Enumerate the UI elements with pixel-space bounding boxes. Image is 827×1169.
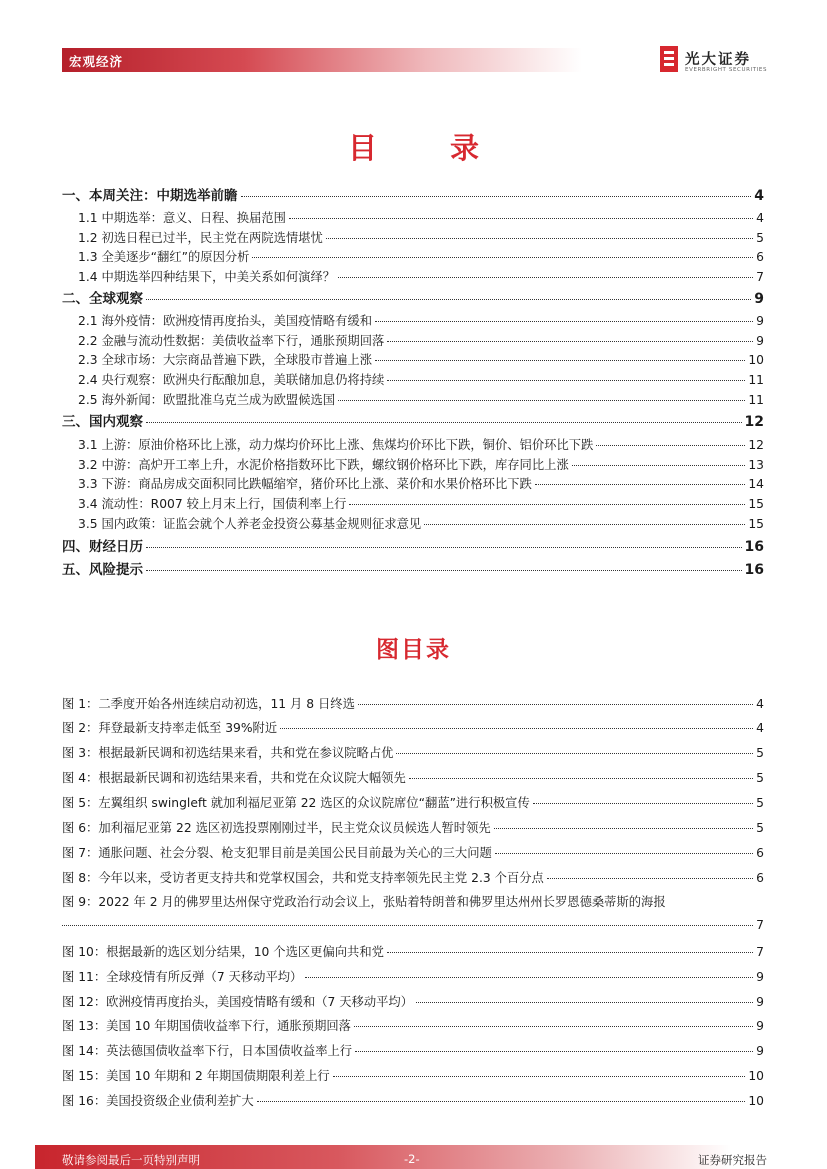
- toc-section-page: 15: [748, 497, 764, 511]
- dot-leader: [146, 422, 742, 423]
- brand-logo: [660, 44, 770, 78]
- dot-leader: [495, 853, 753, 854]
- toc-section-page: 14: [748, 477, 764, 491]
- toc-section-text: 2.4 央行观察：欧洲央行酝酿加息，美联储加息仍将持续: [78, 373, 385, 387]
- dot-leader: [387, 380, 745, 381]
- toc-section-text: 3.1 上游：原油价格环比上涨，动力煤均价环比上涨、焦煤均价环比下跌，铜价、铝价环比下跌: [78, 438, 594, 452]
- figure-entry-page: 9: [756, 1019, 764, 1033]
- dot-leader: [416, 1002, 753, 1003]
- toc-chapter-text: 五、风险提示: [62, 562, 143, 578]
- figure-entry-page: 5: [756, 746, 764, 760]
- figure-entry-page: 7: [756, 945, 764, 959]
- dot-leader: [146, 547, 742, 548]
- figure-entry-page: 9: [756, 970, 764, 984]
- brand-en: EVERBRIGHT SECURITIES: [685, 67, 768, 73]
- toc-section[interactable]: [78, 208, 764, 226]
- figure-entry-page: 4: [756, 721, 764, 735]
- dot-leader: [305, 977, 753, 978]
- toc-chapter[interactable]: [62, 535, 764, 555]
- figure-entry-text: 图 10：根据最新的选区划分结果，10 个选区更偏向共和党: [62, 945, 384, 959]
- toc-chapter-text: 二、全球观察: [62, 291, 143, 307]
- toc-section[interactable]: [78, 455, 764, 473]
- toc-chapter[interactable]: [62, 558, 764, 578]
- figure-entry-text: 图 12：欧洲疫情再度抬头，美国疫情略有缓和（7 天移动平均）: [62, 995, 414, 1009]
- figure-entry-page: 7: [756, 918, 764, 932]
- toc-chapter[interactable]: [62, 287, 764, 307]
- dot-leader: [375, 321, 753, 322]
- figure-list-title: 图目录: [376, 637, 451, 663]
- footer-disclaimer: 敬请参阅最后一页特别声明: [62, 1153, 200, 1167]
- toc-section-text: 1.3 全美逐步“翻红”的原因分析: [78, 250, 250, 264]
- toc-section-page: 10: [748, 353, 764, 367]
- dot-leader: [409, 778, 753, 779]
- dot-leader: [338, 400, 745, 401]
- toc-section-text: 2.1 海外疫情：欧洲疫情再度抬头，美国疫情略有缓和: [78, 314, 372, 328]
- figure-entry[interactable]: [62, 868, 764, 886]
- figure-entry-text: 图 4：根据最新民调和初选结果来看，共和党在众议院大幅领先: [62, 771, 406, 785]
- figure-entry-page: 5: [756, 771, 764, 785]
- dot-leader: [375, 360, 745, 361]
- toc-section-page: 5: [756, 231, 764, 245]
- figure-entry-text: 图 3：根据最新民调和初选结果来看，共和党在参议院略占优: [62, 746, 394, 760]
- dot-leader: [241, 196, 752, 197]
- toc-section-page: 9: [756, 334, 764, 348]
- dot-leader: [326, 238, 753, 239]
- page-number: -2-: [404, 1152, 420, 1166]
- toc-section-text: 3.5 国内政策：证监会就个人养老金投资公募基金规则征求意见: [78, 517, 422, 531]
- toc-chapter[interactable]: [62, 410, 764, 430]
- figure-entry[interactable]: [62, 718, 764, 736]
- toc-chapter-text: 三、国内观察: [62, 414, 143, 430]
- figure-entry[interactable]: [62, 793, 764, 811]
- figure-entry-page: 9: [756, 1044, 764, 1058]
- figure-entry[interactable]: [62, 1041, 764, 1059]
- toc-section-text: 3.4 流动性：R007 较上月末上行，国债利率上行: [78, 497, 347, 511]
- dot-leader: [252, 257, 753, 258]
- toc-section-page: 6: [756, 250, 764, 264]
- figure-entry-page: 9: [756, 995, 764, 1009]
- figure-entry[interactable]: [62, 942, 764, 960]
- toc-section-text: 2.3 全球市场：大宗商品普遍下跌，全球股市普遍上涨: [78, 353, 372, 367]
- dot-leader: [547, 878, 753, 879]
- toc-section[interactable]: [78, 494, 764, 512]
- toc-chapter-text: 一、本周关注：中期选举前瞻: [62, 188, 238, 204]
- toc-section[interactable]: [78, 370, 764, 388]
- figure-entry-text: 图 15：美国 10 年期和 2 年期国债期限利差上行: [62, 1069, 330, 1083]
- figure-entry-page: 4: [756, 697, 764, 711]
- figure-entry-text: 图 8：今年以来，受访者更支持共和党掌权国会，共和党支持率领先民主党 2.3 个百分点: [62, 871, 544, 885]
- figure-entry[interactable]: [62, 1016, 764, 1034]
- dot-leader: [387, 341, 753, 342]
- toc-section[interactable]: [78, 331, 764, 349]
- toc-section[interactable]: [78, 514, 764, 532]
- figure-entry-text: 图 11：全球疫情有所反弹（7 天移动平均）: [62, 970, 303, 984]
- toc-section-page: 15: [748, 517, 764, 531]
- toc-section-page: 4: [756, 211, 764, 225]
- brand-cn: 光大证券: [685, 52, 751, 68]
- toc-section-text: 3.2 中游：高炉开工率上升，水泥价格指数环比下跌，螺纹钢价格环比下跌，库存同比上涨: [78, 458, 569, 472]
- toc-section-page: 13: [748, 458, 764, 472]
- dot-leader: [494, 828, 753, 829]
- dot-leader: [387, 952, 753, 953]
- toc-chapter-page: 16: [744, 539, 764, 555]
- toc-chapter-page: 16: [744, 562, 764, 578]
- toc-section[interactable]: [78, 435, 764, 453]
- figure-entry-text[interactable]: 图 9：2022 年 2 月的佛罗里达州保守党政治行动会议上，张贴着特朗普和佛罗里达州州长罗恩德桑蒂斯的海报: [62, 895, 666, 909]
- figure-entry[interactable]: [62, 1091, 764, 1109]
- dot-leader: [333, 1076, 746, 1077]
- toc-section-text: 2.5 海外新闻：欧盟批准乌克兰成为欧盟候选国: [78, 393, 336, 407]
- dot-leader: [62, 925, 753, 926]
- figure-entry-text: 图 5：左翼组织 swingleft 就加利福尼亚第 22 选区的众议院席位“翻蓝”进行积极宣传: [62, 796, 530, 810]
- dot-leader: [354, 1026, 753, 1027]
- toc-section-text: 3.3 下游：商品房成交面积同比跌幅缩窄，猪价环比上涨、菜价和水果价格环比下跌: [78, 477, 532, 491]
- toc-chapter-page: 4: [754, 188, 764, 204]
- figure-entry-text: 图 1：二季度开始各州连续启动初选，11 月 8 日终选: [62, 697, 355, 711]
- toc-section[interactable]: [78, 350, 764, 368]
- toc-section[interactable]: [78, 474, 764, 492]
- figure-entry-page: 6: [756, 846, 764, 860]
- figure-entry-page: 5: [756, 796, 764, 810]
- toc-section-page: 7: [756, 270, 764, 284]
- dot-leader: [289, 218, 753, 219]
- dot-leader: [396, 753, 753, 754]
- toc-section[interactable]: [78, 228, 764, 246]
- figure-entry-text: 图 13：美国 10 年期国债收益率下行，通胀预期回落: [62, 1019, 351, 1033]
- section-label: 宏观经济: [69, 54, 124, 69]
- figure-entry-text: 图 16：美国投资级企业债利差扩大: [62, 1094, 254, 1108]
- dot-leader: [280, 728, 753, 729]
- toc-chapter-page: 9: [754, 291, 764, 307]
- figure-entry-text: 图 14：英法德国债收益率下行，日本国债收益率上行: [62, 1044, 353, 1058]
- figure-entry-text: 图 2：拜登最新支持率走低至 39%附近: [62, 721, 278, 735]
- figure-entry-page: 5: [756, 821, 764, 835]
- toc-chapter[interactable]: [62, 184, 764, 204]
- toc-section-text: 2.2 金融与流动性数据：美债收益率下行，通胀预期回落: [78, 334, 385, 348]
- toc-chapter-text: 四、财经日历: [62, 539, 143, 555]
- logo-mark-icon: [660, 46, 678, 72]
- toc-chapter-page: 12: [744, 414, 764, 430]
- figure-entry[interactable]: [62, 743, 764, 761]
- toc-section[interactable]: [78, 247, 764, 265]
- dot-leader: [533, 803, 753, 804]
- toc-section-page: 11: [748, 393, 764, 407]
- toc-section[interactable]: [78, 267, 764, 285]
- figure-entry-text: 图 6：加利福尼亚第 22 选区初选投票刚刚过半，民主党众议员候选人暂时领先: [62, 821, 491, 835]
- figure-entry-page: 6: [756, 871, 764, 885]
- figure-entry[interactable]: [62, 694, 764, 712]
- figure-entry[interactable]: [62, 843, 764, 861]
- toc-section-text: 1.4 中期选举四种结果下，中美关系如何演绎？: [78, 270, 336, 284]
- dot-leader: [349, 504, 745, 505]
- figure-entry[interactable]: [62, 1066, 764, 1084]
- toc-title: 目 录: [347, 131, 501, 165]
- figure-entry-text: 图 7：通胀问题、社会分裂、枪支犯罪目前是美国公民目前最为关心的三大问题: [62, 846, 492, 860]
- dot-leader: [358, 704, 753, 705]
- figure-entry[interactable]: [62, 818, 764, 836]
- figure-entry[interactable]: [62, 967, 764, 985]
- footer-report-type: 证券研究报告: [698, 1153, 767, 1167]
- toc-section-text: 1.1 中期选举：意义、日程、换届范围: [78, 211, 286, 225]
- dot-leader: [355, 1051, 753, 1052]
- dot-leader: [338, 277, 753, 278]
- dot-leader: [257, 1101, 746, 1102]
- toc-section-page: 12: [748, 438, 764, 452]
- figure-entry-page: 10: [748, 1069, 764, 1083]
- dot-leader: [535, 484, 745, 485]
- dot-leader: [146, 299, 751, 300]
- dot-leader: [424, 524, 745, 525]
- figure-entry-continued[interactable]: [62, 918, 764, 932]
- toc-section-page: 11: [748, 373, 764, 387]
- dot-leader: [596, 445, 745, 446]
- figure-entry[interactable]: [62, 992, 764, 1010]
- figure-entry[interactable]: [62, 768, 764, 786]
- figure-entry-page: 10: [748, 1094, 764, 1108]
- toc-section-text: 1.2 初选日程已过半，民主党在两院选情堪忧: [78, 231, 323, 245]
- toc-section[interactable]: [78, 311, 764, 329]
- header-band: [62, 48, 582, 72]
- toc-section[interactable]: [78, 390, 764, 408]
- dot-leader: [146, 570, 742, 571]
- toc-section-page: 9: [756, 314, 764, 328]
- dot-leader: [572, 465, 746, 466]
